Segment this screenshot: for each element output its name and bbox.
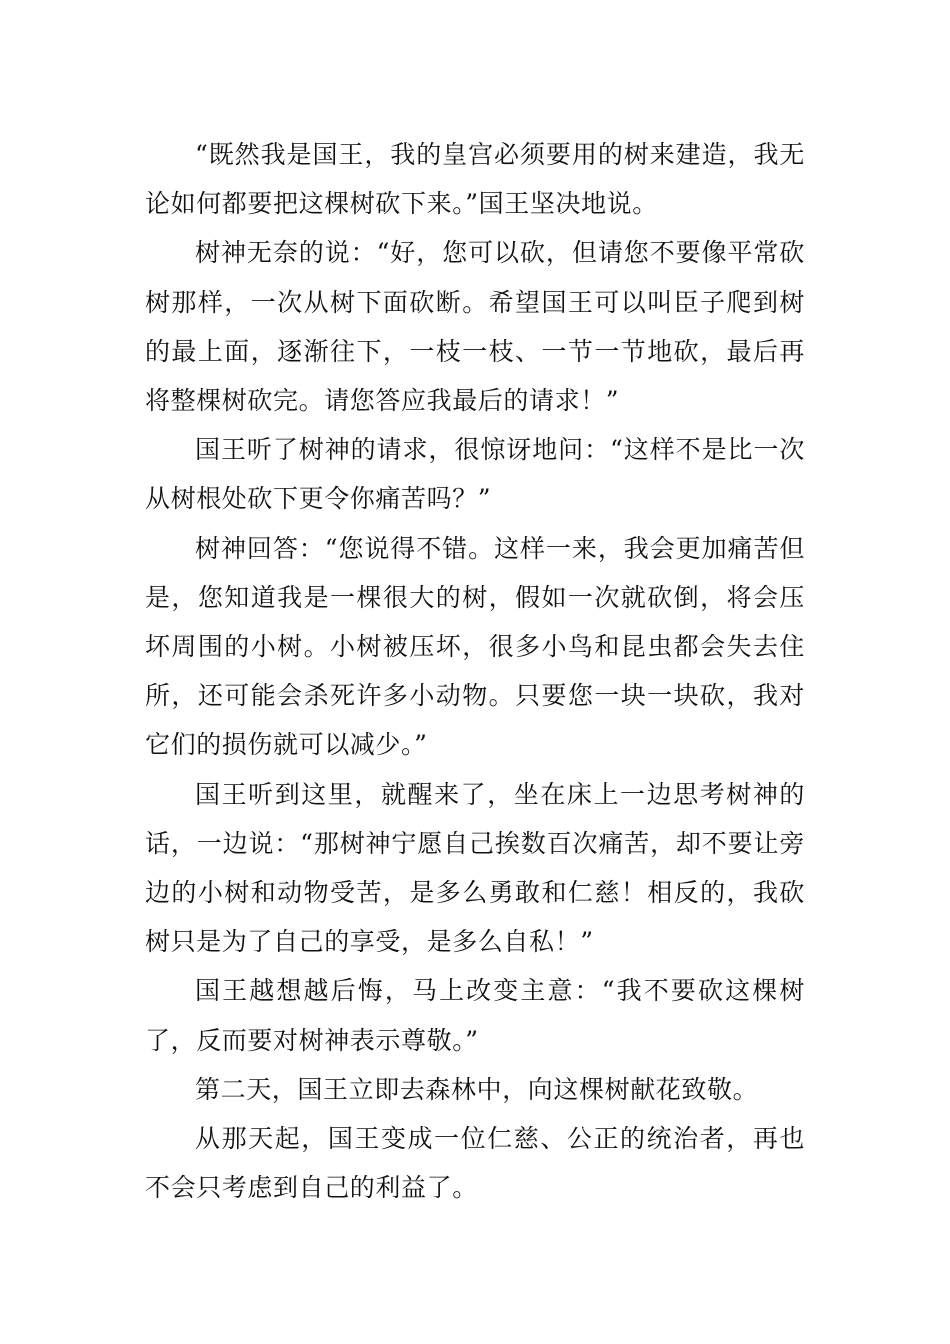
paragraph-1: “既然我是国王，我的皇宫必须要用的树来建造，我无论如何都要把这棵树砍下来。”国王坚决地说。 xyxy=(145,140,805,219)
paragraph-8: 从那天起，国王变成一位仁慈、公正的统治者，再也不会只考虑到自己的利益了。 xyxy=(145,1124,805,1203)
document-page xyxy=(145,130,805,1212)
paragraph-2: 树神无奈的说：“好，您可以砍，但请您不要像平常砍树那样，一次从树下面砍断。希望国王可以叫臣子爬到树的最上面，逐渐往下，一枝一枝、一节一节地砍，最后再将整棵树砍完。请您答应我最后的请求！” xyxy=(145,238,805,416)
paragraph-6: 国王越想越后悔，马上改变主意：“我不要砍这棵树了，反而要对树神表示尊敬。” xyxy=(145,976,805,1055)
paragraph-3: 国王听了树神的请求，很惊讶地问：“这样不是比一次从树根处砍下更令你痛苦吗？” xyxy=(145,435,805,514)
paragraph-7: 第二天，国王立即去森林中，向这棵树献花致敬。 xyxy=(195,1074,759,1104)
paragraph-5: 国王听到这里，就醒来了，坐在床上一边思考树神的话，一边说：“那树神宁愿自己挨数百次痛苦，却不要让旁边的小树和动物受苦，是多么勇敢和仁慈！相反的，我砍树只是为了自己的享受，是多么自私！” xyxy=(145,779,805,957)
paragraph-4: 树神回答：“您说得不错。这样一来，我会更加痛苦但是，您知道我是一棵很大的树，假如一次就砍倒，将会压坏周围的小树。小树被压坏，很多小鸟和昆虫都会失去住所，还可能会杀死许多小动物。只要您一块一块砍，我对它们的损伤就可以减少。” xyxy=(145,533,805,760)
